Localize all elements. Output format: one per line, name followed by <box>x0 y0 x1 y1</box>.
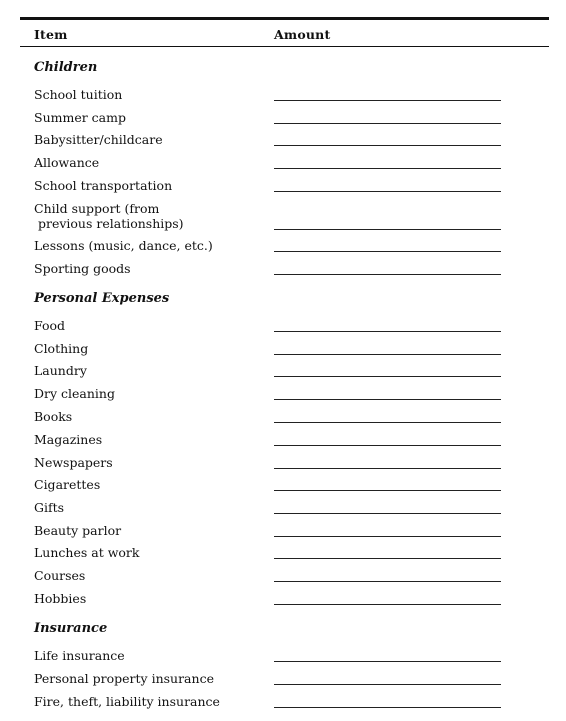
amount-entry-line[interactable] <box>274 354 501 355</box>
row-label: Allowance <box>34 155 100 170</box>
amount-entry-line[interactable] <box>274 490 501 491</box>
row-label: Sporting goods <box>34 261 131 276</box>
amount-entry-line[interactable] <box>274 513 501 514</box>
amount-entry-line[interactable] <box>274 558 501 559</box>
row-label: Food <box>34 318 66 333</box>
amount-entry-line[interactable] <box>274 251 501 252</box>
row-label: School tuition <box>34 87 123 102</box>
column-header-amount: Amount <box>274 27 331 42</box>
row-label: Hobbies <box>34 591 87 606</box>
row-label: Beauty parlor <box>34 523 122 538</box>
amount-entry-line[interactable] <box>274 123 501 124</box>
column-header-item: Item <box>34 27 68 42</box>
amount-entry-line[interactable] <box>274 376 501 377</box>
row-label: Laundry <box>34 363 87 378</box>
row-label: Clothing <box>34 341 89 356</box>
amount-entry-line[interactable] <box>274 399 501 400</box>
amount-entry-line[interactable] <box>274 468 501 469</box>
row-label: Lessons (music, dance, etc.) <box>34 238 213 253</box>
row-label: Newspapers <box>34 455 113 470</box>
amount-entry-line[interactable] <box>274 331 501 332</box>
row-label: Lunches at work <box>34 545 140 560</box>
row-label: Summer camp <box>34 110 126 125</box>
row-label: Child support (from previous relationships) <box>34 201 184 231</box>
amount-entry-line[interactable] <box>274 684 501 685</box>
amount-entry-line[interactable] <box>274 581 501 582</box>
amount-entry-line[interactable] <box>274 191 501 192</box>
section-title: Children <box>34 60 98 75</box>
row-label: Babysitter/childcare <box>34 132 163 147</box>
row-label: Life insurance <box>34 648 125 663</box>
amount-entry-line[interactable] <box>274 274 501 275</box>
row-label: Personal property insurance <box>34 671 214 686</box>
row-label: Gifts <box>34 500 65 515</box>
row-label: Magazines <box>34 432 103 447</box>
amount-entry-line[interactable] <box>274 661 501 662</box>
amount-entry-line[interactable] <box>274 229 501 230</box>
row-label: School transportation <box>34 178 173 193</box>
header-rule <box>20 46 549 47</box>
top-rule <box>20 17 549 20</box>
amount-entry-line[interactable] <box>274 422 501 423</box>
amount-entry-line[interactable] <box>274 536 501 537</box>
row-label: Cigarettes <box>34 477 101 492</box>
amount-entry-line[interactable] <box>274 145 501 146</box>
amount-entry-line[interactable] <box>274 445 501 446</box>
row-label: Dry cleaning <box>34 386 115 401</box>
section-title: Insurance <box>34 621 108 636</box>
amount-entry-line[interactable] <box>274 168 501 169</box>
row-label: Books <box>34 409 73 424</box>
section-title: Personal Expenses <box>34 291 170 306</box>
row-label: Courses <box>34 568 86 583</box>
row-label: Fire, theft, liability insurance <box>34 694 220 709</box>
amount-entry-line[interactable] <box>274 604 501 605</box>
amount-entry-line[interactable] <box>274 707 501 708</box>
amount-entry-line[interactable] <box>274 100 501 101</box>
